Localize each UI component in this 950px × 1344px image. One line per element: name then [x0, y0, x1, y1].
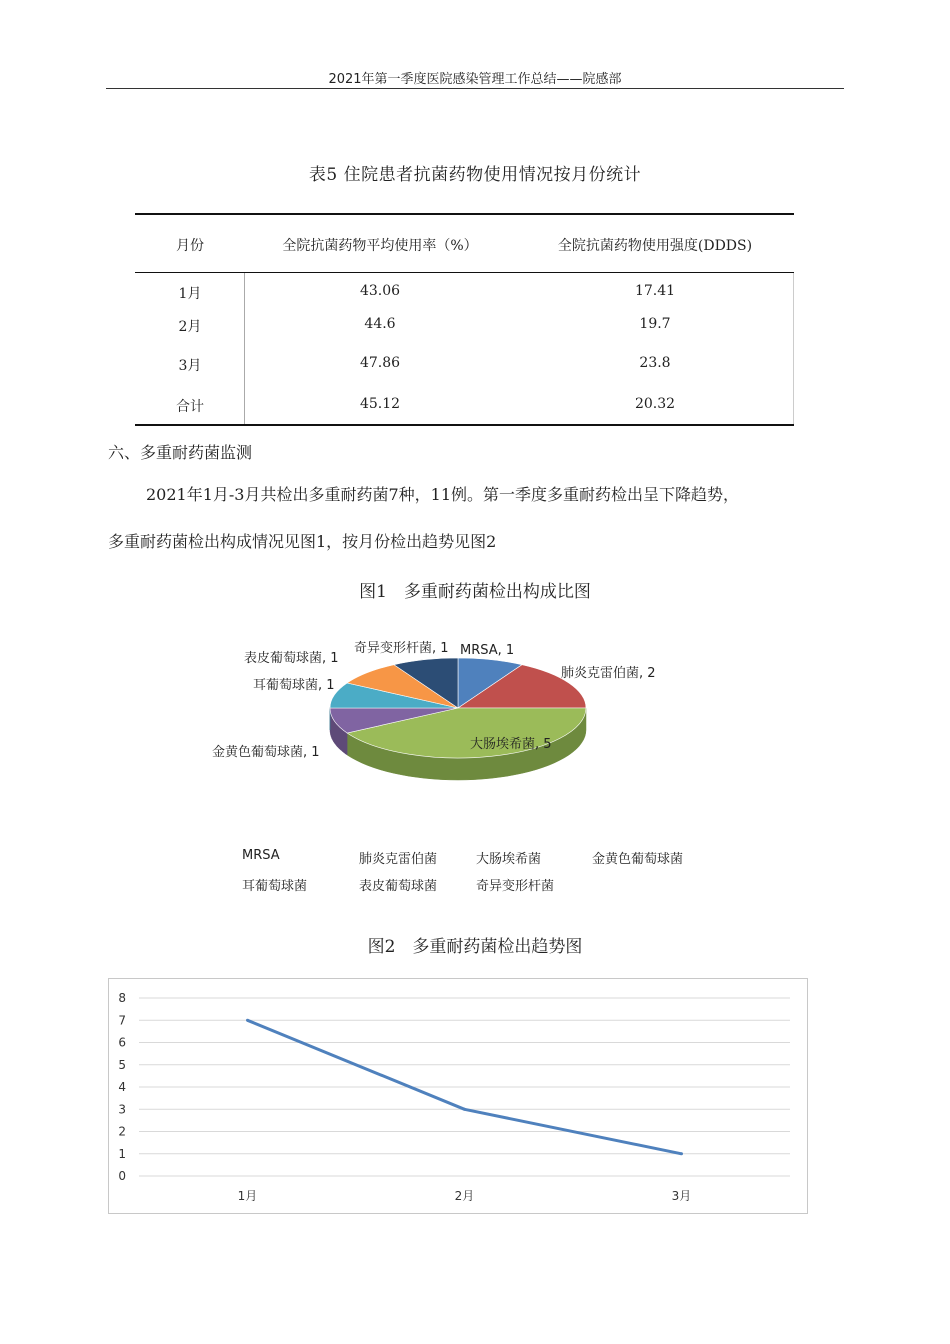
pie-data-label: MRSA, 1: [460, 643, 515, 658]
header-rule: [106, 88, 844, 89]
column-header-month: 月份: [176, 238, 204, 254]
table-cell: 43.06: [359, 283, 401, 299]
x-tick-label: 3月: [671, 1189, 692, 1203]
pie-chart: [200, 630, 720, 840]
paragraph-line-2: 多重耐药菌检出构成情况见图1，按月份检出趋势见图2: [108, 532, 497, 551]
pie-data-label: 奇异变形杆菌, 1: [354, 641, 449, 656]
y-tick-label: 5: [118, 1057, 126, 1072]
table-cell: 47.86: [359, 355, 401, 371]
pie-data-label: 表皮葡萄球菌, 1: [244, 651, 339, 666]
figure2-title: 图2 多重耐药菌检出趋势图: [367, 937, 583, 957]
table-cell: 20.32: [634, 396, 676, 412]
section-heading: 六、多重耐药菌监测: [108, 443, 253, 462]
paragraph-line-1: 2021年1月-3月共检出多重耐药菌7种，11例。第一季度多重耐药检出呈下降趋势，: [146, 485, 740, 504]
table-cell: 19.7: [639, 316, 671, 332]
y-tick-label: 7: [118, 1013, 126, 1028]
table-cell: 2月: [178, 319, 202, 335]
table-cell: 45.12: [359, 396, 401, 412]
table-cell: 17.41: [634, 283, 676, 299]
line-chart: [108, 978, 808, 1214]
pie-data-label: 耳葡萄球菌, 1: [253, 678, 335, 693]
table-cell: 合计: [176, 399, 204, 415]
legend-item: MRSA: [242, 848, 280, 863]
pie-data-label: 金黄色葡萄球菌, 1: [212, 745, 320, 760]
table-cell: 44.6: [364, 316, 396, 332]
table-cell: 3月: [178, 358, 202, 374]
figure1-title: 图1 多重耐药菌检出构成比图: [359, 582, 591, 602]
y-tick-label: 6: [118, 1035, 126, 1050]
table-bottom-rule: [135, 424, 794, 426]
y-tick-label: 0: [118, 1169, 126, 1183]
legend-item: 表皮葡萄球菌: [359, 879, 438, 894]
table-cell: 23.8: [639, 355, 671, 371]
data-point: [463, 1108, 466, 1111]
y-tick-label: 2: [118, 1124, 126, 1139]
legend-item: 金黄色葡萄球菌: [592, 852, 684, 867]
y-tick-label: 4: [118, 1080, 126, 1094]
column-header-usage-intensity: 全院抗菌药物使用强度(DDDS): [557, 238, 753, 254]
page-header: 2021年第一季度医院感染管理工作总结——院感部: [328, 72, 622, 87]
column-header-usage-rate: 全院抗菌药物平均使用率（%）: [282, 238, 478, 254]
y-tick-label: 8: [118, 991, 126, 1005]
data-point: [680, 1152, 683, 1155]
pie-data-label: 肺炎克雷伯菌, 2: [561, 666, 656, 681]
table-top-rule: [135, 213, 794, 215]
y-tick-label: 3: [118, 1102, 126, 1117]
pie-data-label: 大肠埃希菌, 5: [470, 737, 552, 752]
legend-item: 耳葡萄球菌: [242, 879, 308, 894]
table-title: 表5 住院患者抗菌药物使用情况按月份统计: [308, 165, 642, 185]
legend-item: 奇异变形杆菌: [476, 879, 555, 894]
legend-item: 肺炎克雷伯菌: [359, 852, 438, 867]
data-point: [246, 1019, 249, 1022]
x-tick-label: 2月: [454, 1189, 475, 1203]
y-tick-label: 1: [118, 1146, 126, 1161]
x-tick-label: 1月: [237, 1189, 258, 1203]
table-cell: 1月: [178, 286, 202, 302]
table-header-rule: [135, 272, 794, 273]
legend-item: 大肠埃希菌: [476, 852, 542, 867]
